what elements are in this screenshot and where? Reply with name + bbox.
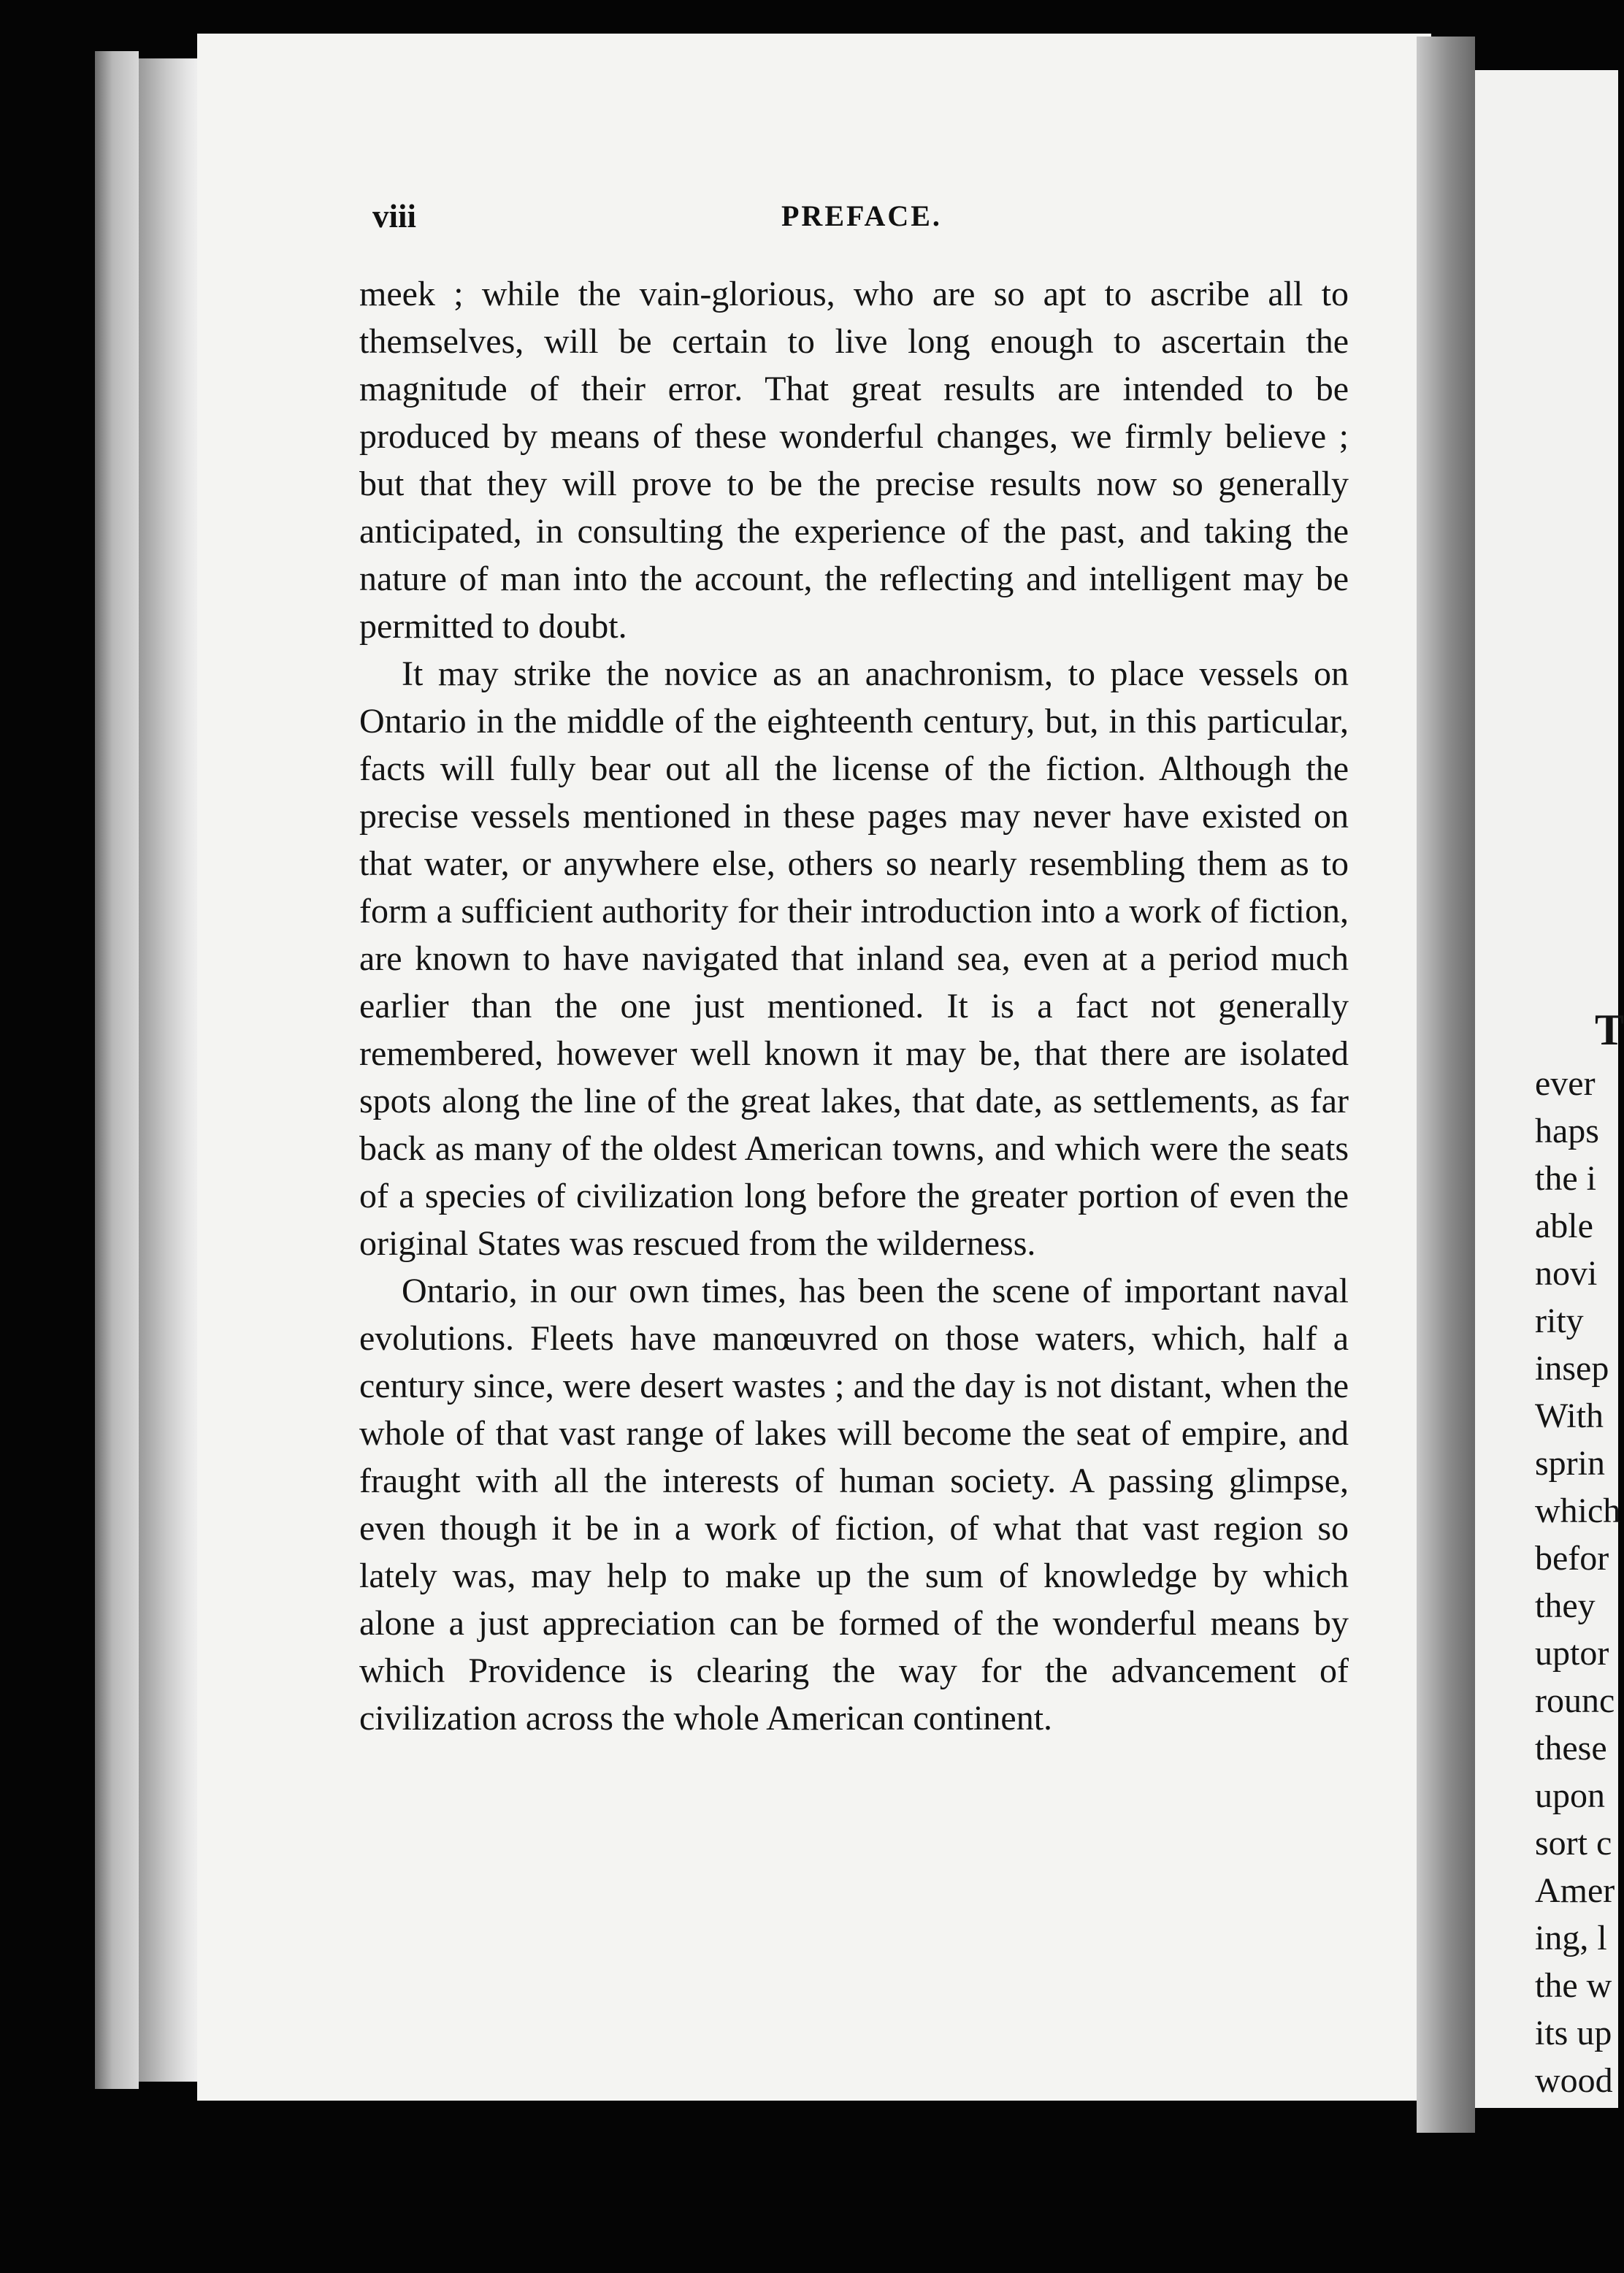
page-stack-edge (139, 58, 201, 2082)
line-fragment: these (1535, 1729, 1607, 1768)
line-fragment: sprin (1535, 1444, 1605, 1483)
line-fragment: Amer (1535, 1871, 1615, 1910)
page-number: viii (372, 198, 417, 234)
line-fragment: sort c (1535, 1824, 1612, 1863)
line-fragment: befor (1535, 1539, 1609, 1578)
line-fragment: ing, l (1535, 1919, 1607, 1957)
line-fragment: wood (1535, 2061, 1613, 2100)
line-fragment: rounc (1535, 1681, 1615, 1720)
line-fragment: ever (1535, 1064, 1596, 1103)
drop-letter: T (1595, 1006, 1624, 1054)
line-fragment: uptor (1535, 1634, 1609, 1673)
line-fragment: With (1535, 1397, 1604, 1435)
line-fragment: upon (1535, 1776, 1605, 1815)
running-title: PREFACE. (781, 199, 942, 232)
paragraph: meek ; while the vain-glorious, who are so apt to ascribe all to themselves, will be certain to live long enough to ascertain the magnitude of their error. That great results are intended to be produced by means of these wonderful changes, we firmly believe ; but that they will prove to be the precise results now so generally anticipated, in consulting the experience of the past, and taking the nature of man into the account, the reflecting and intelligent may be permitted to doubt. (359, 275, 1349, 646)
paragraph: Ontario, in our own times, has been the scene of important naval evolutions. Fleets have manœuvred on those waters, which, half a century since, were desert wastes ; and the day is not distant, when the whole of that vast range of lakes will become the seat of empire, and fraught with all the interests of human society. A passing glimpse, even though it be in a work of fiction, of what that vast region so lately was, may help to make up the sum of knowledge by which alone a just appreciation can be formed of the wonderful means by which Providence is clearing the way for the advancement of civilization across the whole American continent. (359, 1272, 1349, 1738)
gutter-shadow (1417, 37, 1475, 2133)
right-page-fragment (1475, 70, 1624, 2108)
line-fragment: rity (1535, 1302, 1584, 1340)
line-fragment: its up (1535, 2014, 1612, 2052)
body-text (359, 270, 1349, 1742)
book-edge-shadow (95, 51, 139, 2089)
right-page-lines (1475, 1060, 1620, 2104)
line-fragment: insep (1535, 1349, 1609, 1388)
line-fragment: the i (1535, 1159, 1596, 1198)
line-fragment: novi (1535, 1254, 1598, 1293)
line-fragment: they (1535, 1586, 1596, 1625)
line-fragment: able (1535, 1207, 1593, 1245)
paragraph: It may strike the novice as an anachronism, to place vessels on Ontario in the middle of the eighteenth century, but, in this particular, facts will fully bear out all the license of the fiction. Although the precise vessels mentioned in these pages may never have existed on that water, or anywhere else, others so nearly resembling them as to form a sufficient authority for their introduction into a work of fiction, are known to have navigated that inland sea, even at a period much earlier than the one just mentioned. It is a fact not generally remembered, however well known it may be, that there are isolated spots along the line of the great lakes, that date, as settlements, as far back as many of the oldest American towns, and which were the seats of a species of civilization long before the greater portion of even the original States was rescued from the wilderness. (359, 654, 1349, 1263)
line-fragment: which (1535, 1491, 1621, 1530)
line-fragment: the w (1535, 1966, 1612, 2005)
line-fragment: haps (1535, 1112, 1599, 1150)
running-head (372, 197, 1366, 241)
